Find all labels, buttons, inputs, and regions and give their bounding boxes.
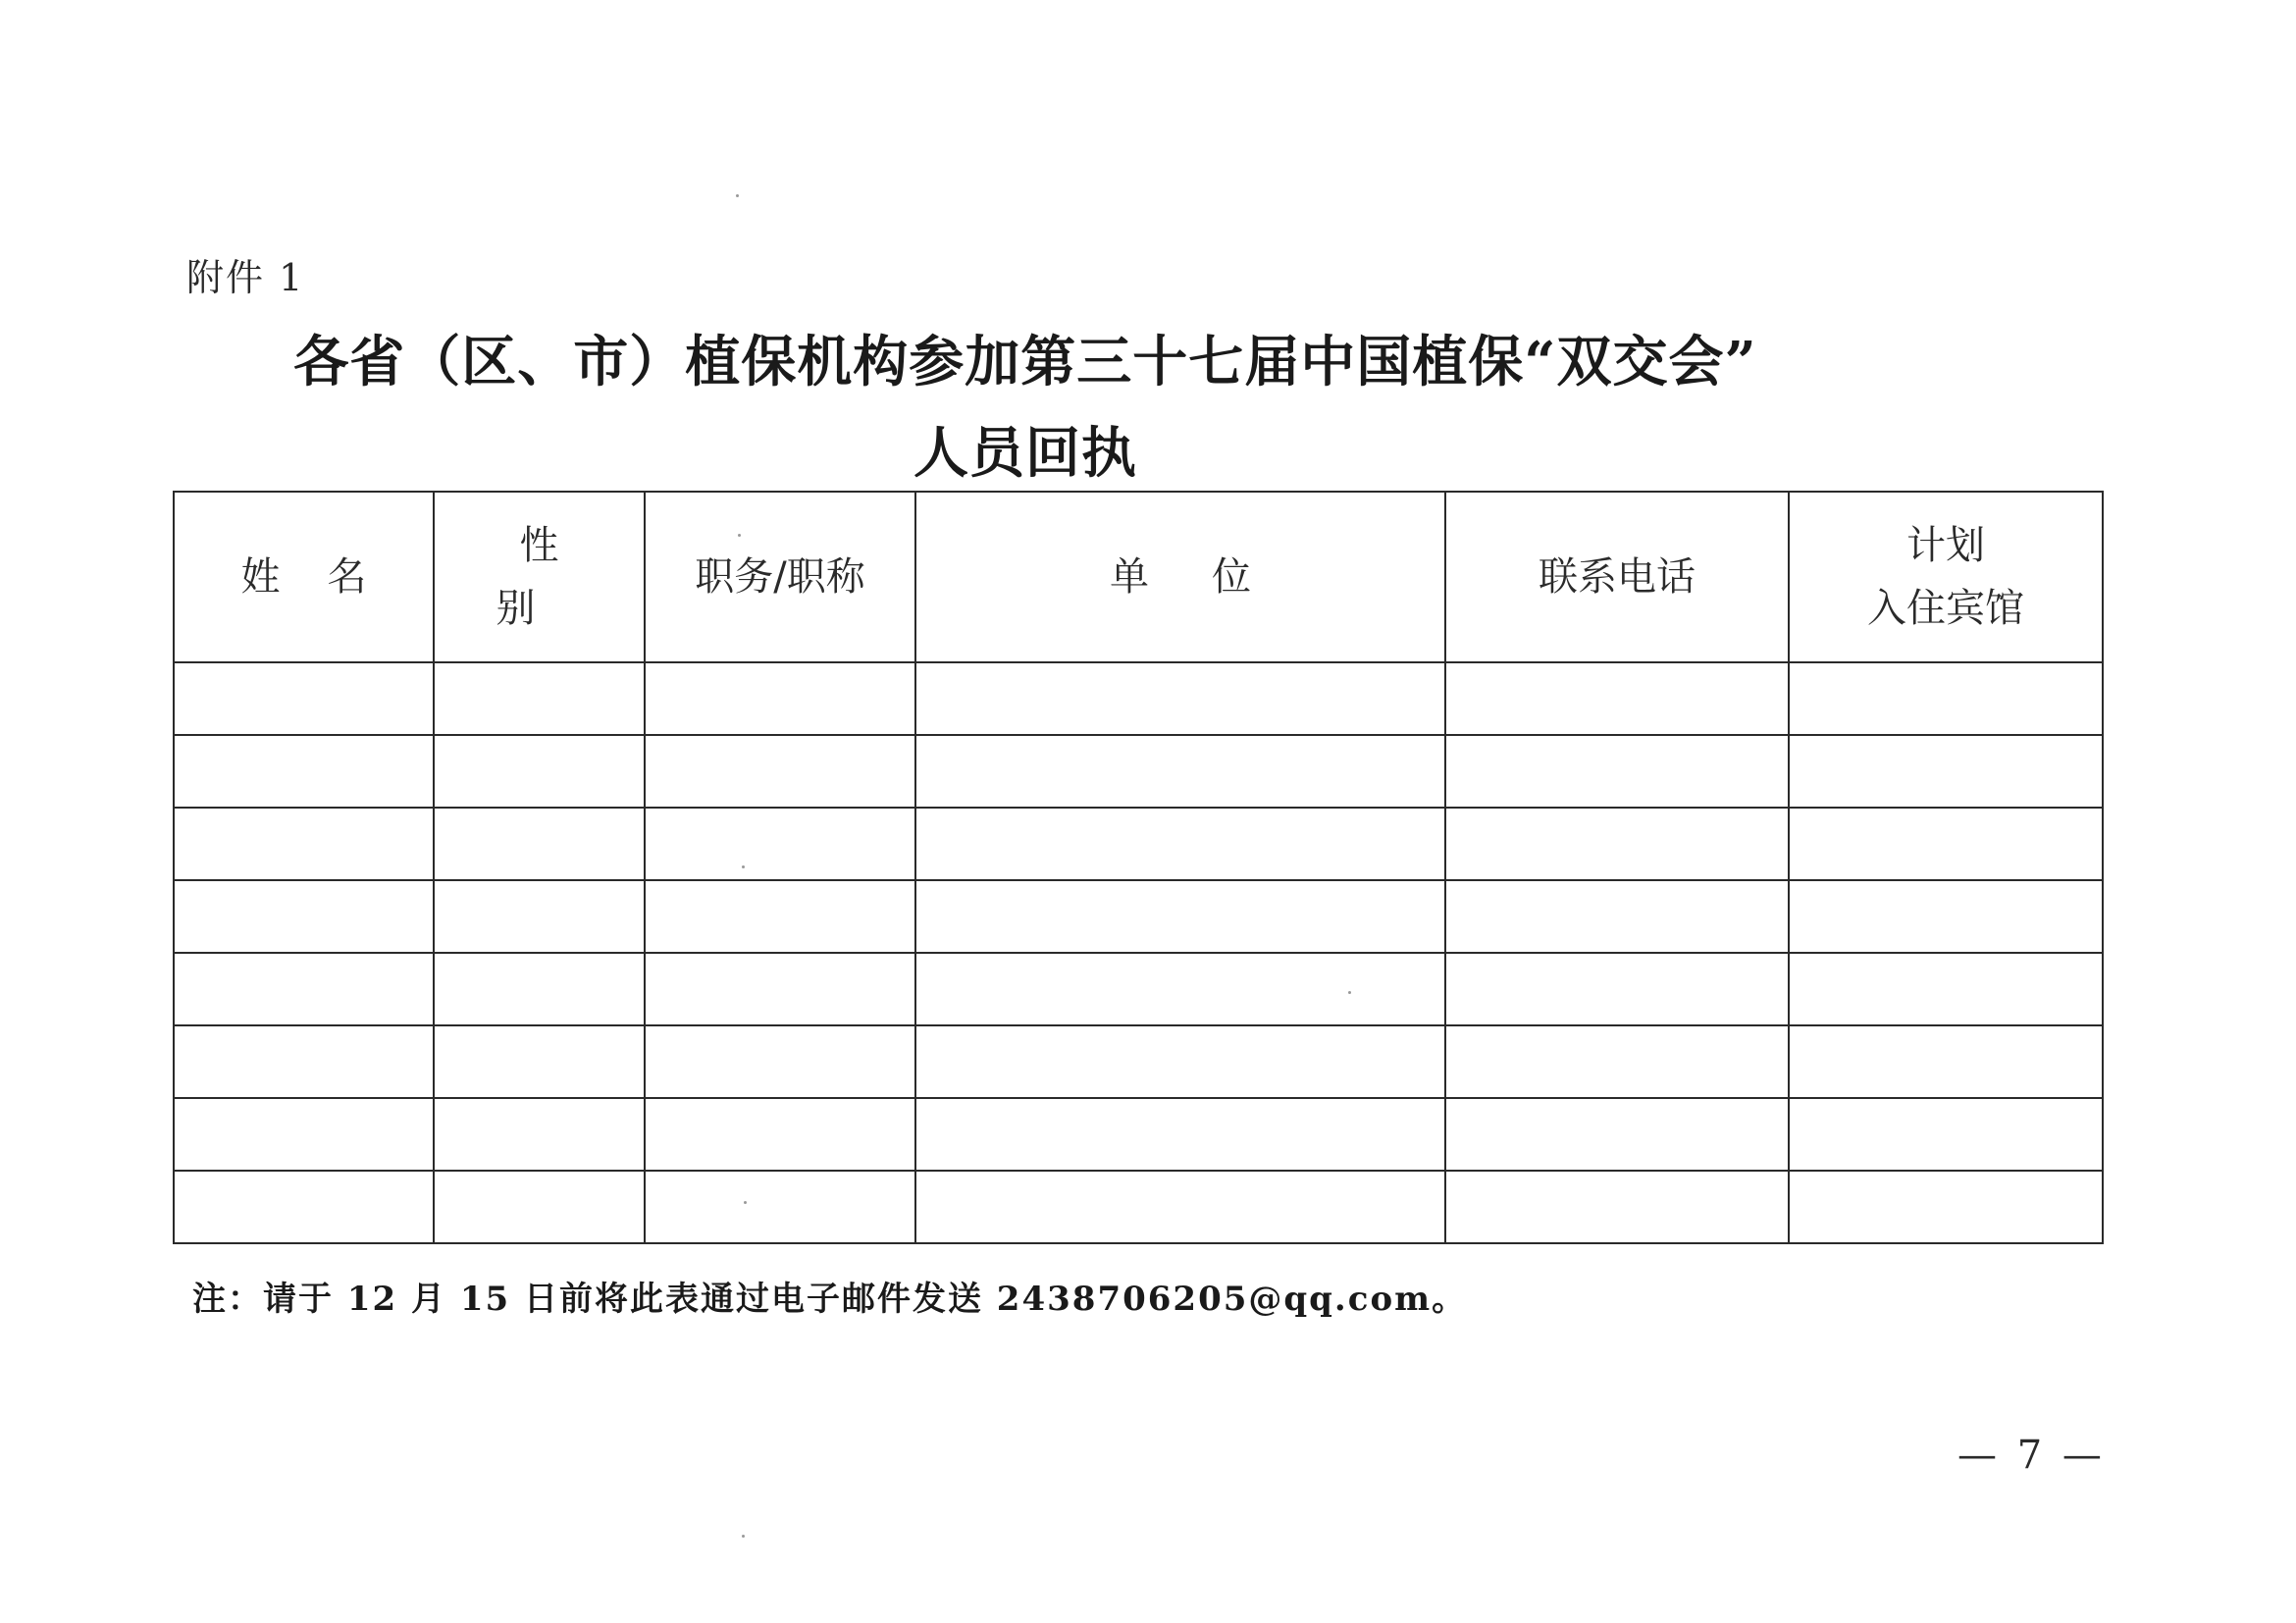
header-unit: 单位 (915, 492, 1445, 662)
table-cell (174, 1171, 434, 1243)
table-row (174, 1098, 2103, 1171)
table-row (174, 880, 2103, 953)
table-cell (645, 1171, 915, 1243)
scan-speck (744, 1201, 747, 1204)
table-cell (174, 953, 434, 1025)
scan-speck (736, 194, 739, 197)
table-cell (434, 953, 645, 1025)
table-row (174, 735, 2103, 808)
table-cell (174, 880, 434, 953)
table-cell (1445, 735, 1789, 808)
header-hotel-line1: 计划 (1906, 523, 1985, 568)
table-cell (434, 735, 645, 808)
attachment-label: 附件 1 (186, 256, 305, 299)
table-cell (1789, 1171, 2103, 1243)
table-cell (1445, 808, 1789, 880)
table-cell (645, 662, 915, 735)
table-cell (1445, 953, 1789, 1025)
table-row (174, 1171, 2103, 1243)
header-position: 职务/职称 (645, 492, 915, 662)
scan-speck (738, 534, 741, 537)
table-row (174, 808, 2103, 880)
table-cell (645, 1098, 915, 1171)
table-cell (434, 880, 645, 953)
table-cell (1789, 808, 2103, 880)
scan-speck (1348, 991, 1351, 994)
table-cell (645, 735, 915, 808)
table-cell (915, 662, 1445, 735)
table-cell (434, 1171, 645, 1243)
table-cell (645, 808, 915, 880)
header-phone: 联系电话 (1445, 492, 1789, 662)
scan-speck (742, 865, 745, 868)
table-cell (915, 735, 1445, 808)
table-cell (1445, 1171, 1789, 1243)
table-body (174, 662, 2103, 1243)
receipt-form-table (173, 491, 2104, 1244)
document-title: 各省（区、市）植保机构参加第三十七届中国植保“双交会” (293, 330, 1757, 394)
table-row (174, 1025, 2103, 1098)
table-cell (1789, 662, 2103, 735)
header-name: 姓名 (174, 492, 434, 662)
table-cell (1445, 1025, 1789, 1098)
table-row (174, 662, 2103, 735)
table-cell (434, 808, 645, 880)
table-cell (1789, 880, 2103, 953)
submission-note: 注：请于 12 月 15 日前将此表通过电子邮件发送 2438706205@qq.com。 (192, 1280, 1468, 1319)
table-cell (1789, 1098, 2103, 1171)
table-cell (1789, 953, 2103, 1025)
table-cell (1789, 1025, 2103, 1098)
table-cell (915, 880, 1445, 953)
table-header-row (174, 492, 2103, 662)
table-cell (174, 662, 434, 735)
table-cell (434, 1025, 645, 1098)
table-cell (645, 1025, 915, 1098)
table-cell (645, 880, 915, 953)
table-cell (915, 808, 1445, 880)
page-number: — 7 — (1957, 1433, 2106, 1478)
table-cell (174, 1098, 434, 1171)
document-subtitle: 人员回执 (913, 421, 1137, 486)
header-hotel-line2: 入住宾馆 (1867, 586, 2024, 631)
table-cell (174, 808, 434, 880)
table-cell (915, 1171, 1445, 1243)
table-cell (915, 953, 1445, 1025)
table-cell (1789, 735, 2103, 808)
table-cell (174, 1025, 434, 1098)
table-cell (1445, 662, 1789, 735)
table-cell (434, 662, 645, 735)
header-gender: 性别 (434, 492, 645, 662)
table-row (174, 953, 2103, 1025)
table-cell (915, 1025, 1445, 1098)
table-cell (1445, 1098, 1789, 1171)
header-hotel (1789, 492, 2103, 662)
scan-speck (742, 1535, 745, 1538)
table-cell (434, 1098, 645, 1171)
table-cell (174, 735, 434, 808)
table-cell (645, 953, 915, 1025)
table-cell (1445, 880, 1789, 953)
table-cell (915, 1098, 1445, 1171)
